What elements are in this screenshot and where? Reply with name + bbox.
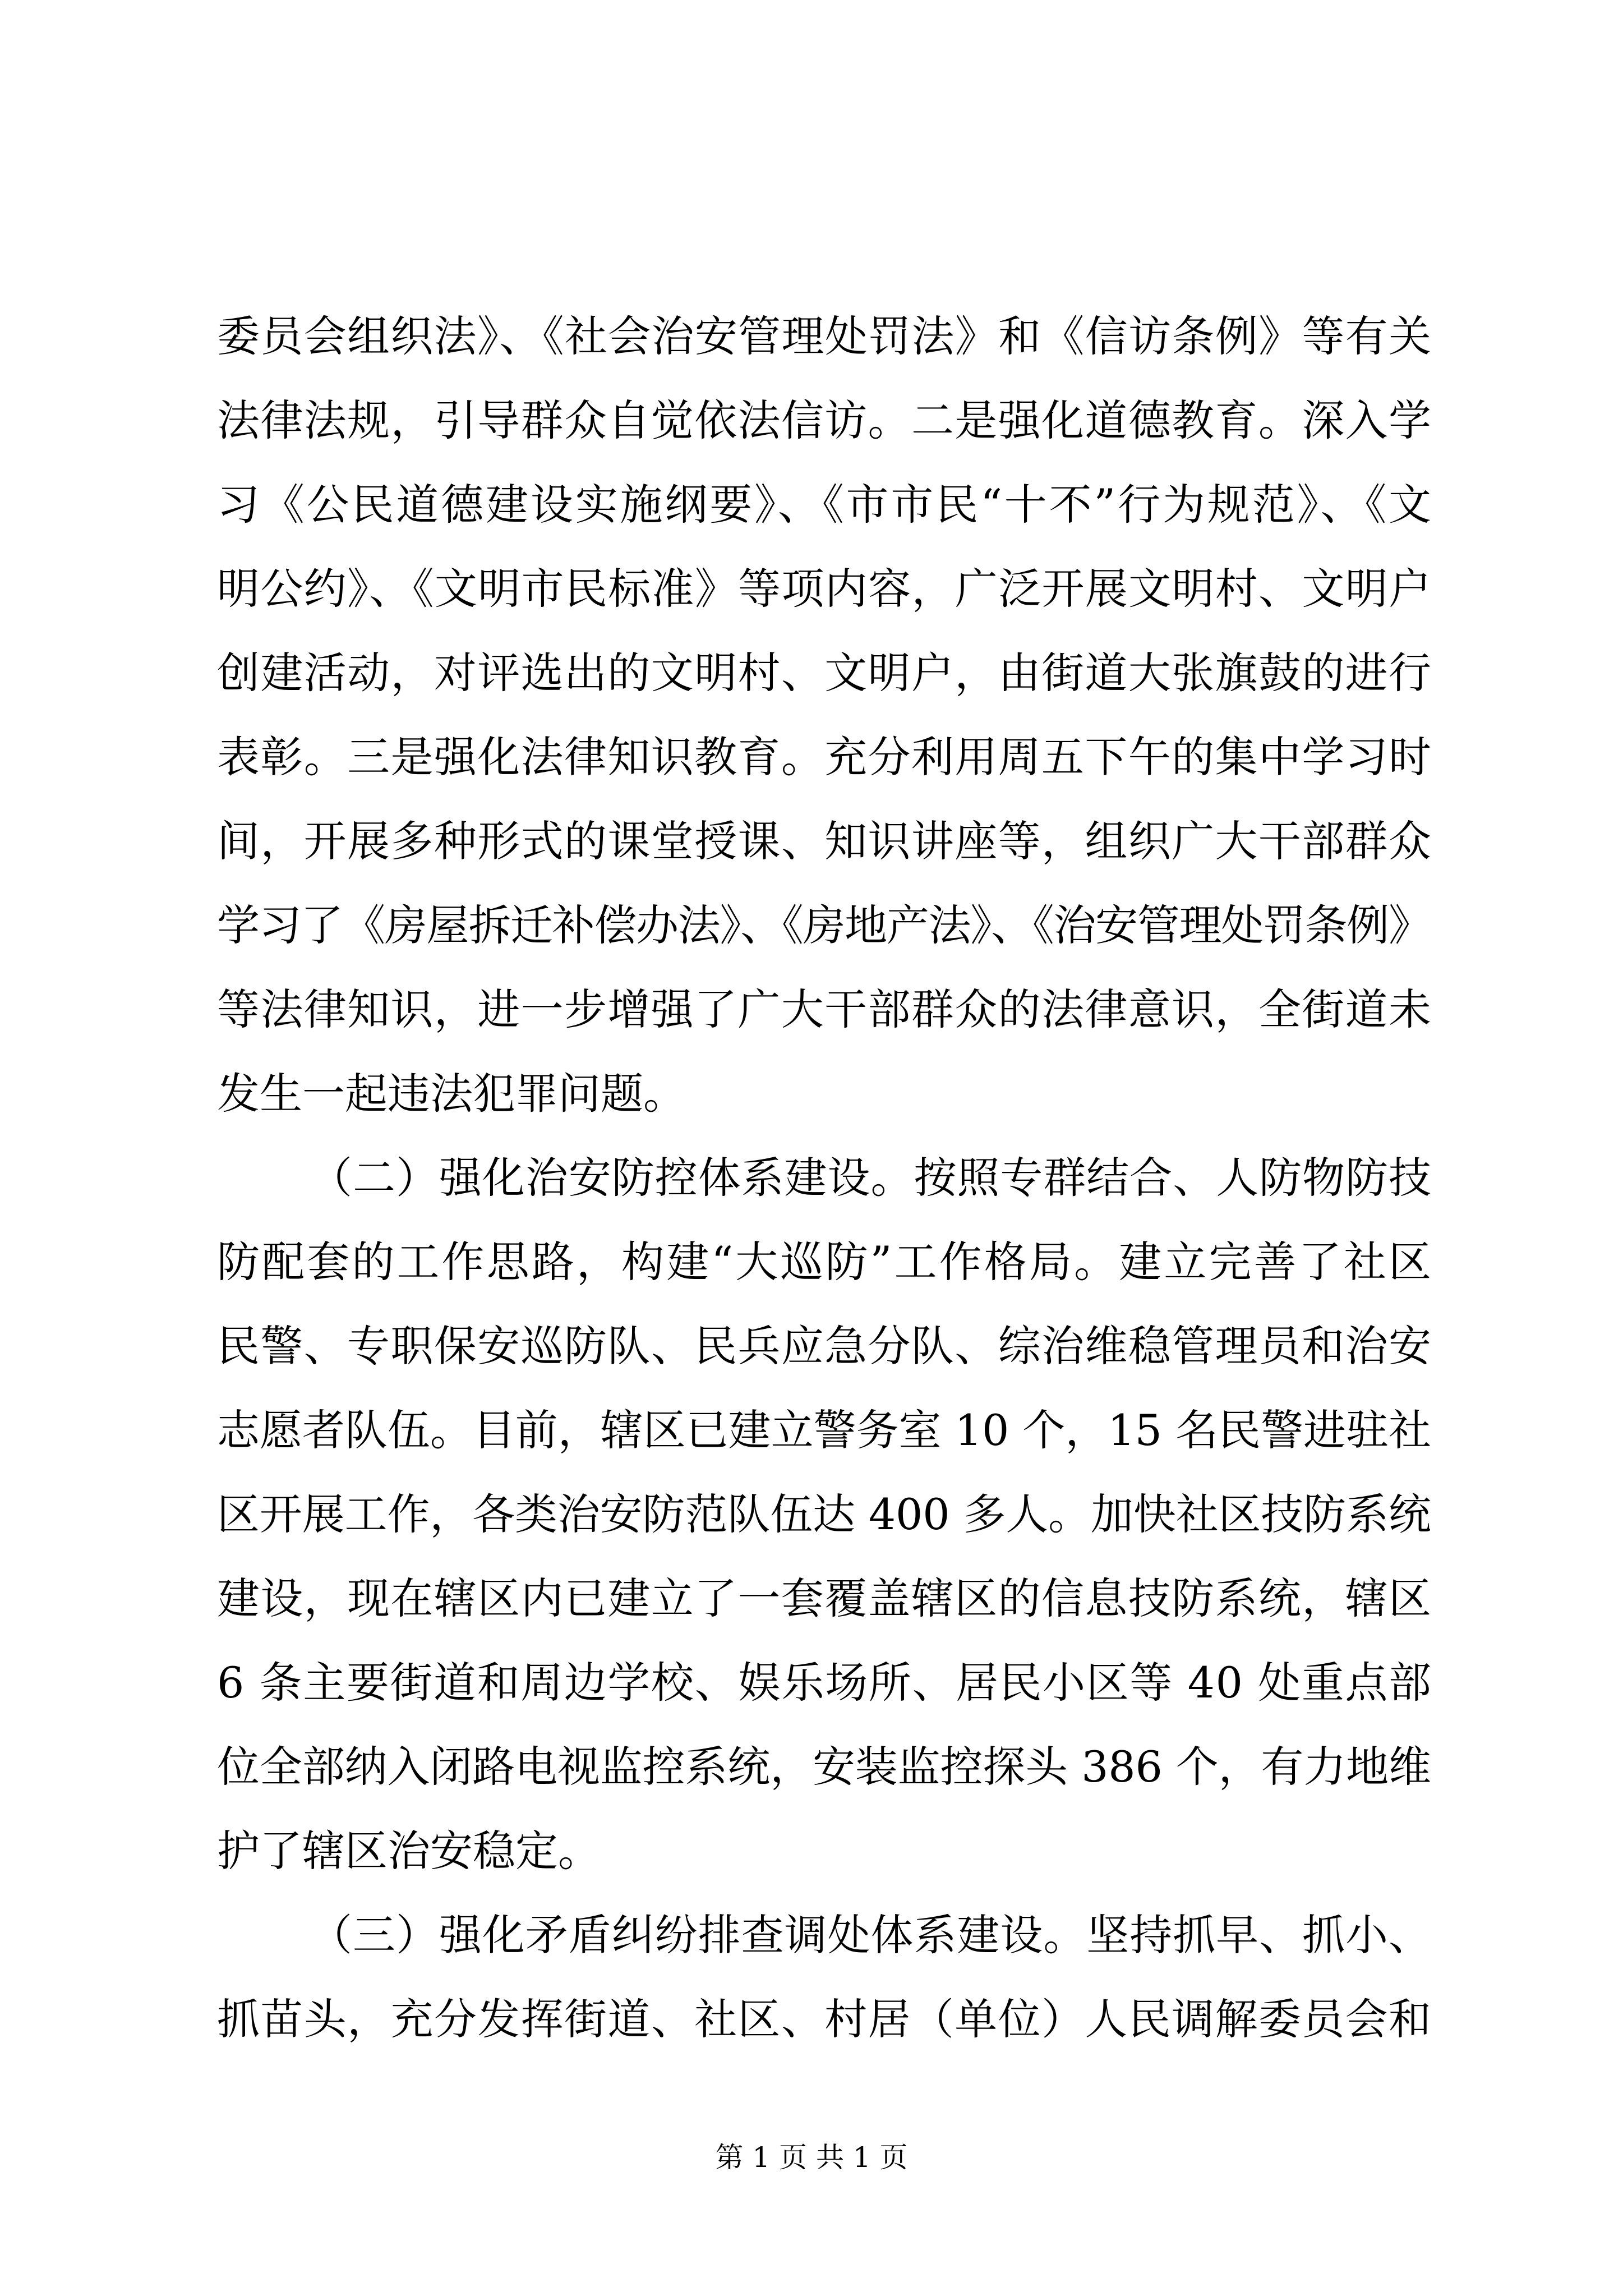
body-text: 委员会组织法》、《社会治安管理处罚法》和《信访条例》等有关 [217, 311, 1432, 361]
paragraph-1-line [217, 295, 1431, 379]
paragraph-2-line [217, 1304, 1431, 1388]
page-number-label: 第 1 页 共 1 页 [715, 2141, 908, 2174]
paragraph-3-line [217, 1977, 1431, 2062]
paragraph-2-line [217, 1725, 1431, 1809]
body-text: 间，开展多种形式的课堂授课、知识讲座等，组织广大干部群众 [217, 816, 1432, 866]
paragraph-2-line [217, 1557, 1431, 1641]
body-text: 发生一起违法犯罪问题。 [217, 1069, 686, 1119]
body-text: 抓苗头，充分发挥街道、社区、村居（单位）人民调解委员会和 [217, 1994, 1432, 2044]
body-text: 位全部纳入闭路电视监控系统，安装监控探头 386 个，有力地维 [217, 1742, 1431, 1792]
body-text: 区开展工作，各类治安防范队伍达 400 多人。加快社区技防系统 [217, 1489, 1431, 1539]
page-footer [0, 2141, 1623, 2174]
paragraph-1-line [217, 884, 1431, 968]
body-text: 表彰。三是强化法律知识教育。充分利用周五下午的集中学习时 [217, 732, 1432, 782]
paragraph-1-line [217, 968, 1431, 1052]
body-text: 建设，现在辖区内已建立了一套覆盖辖区的信息技防系统，辖区 [217, 1573, 1432, 1623]
body-text: 6 条主要街道和周边学校、娱乐场所、居民小区等 40 处重点部 [217, 1658, 1432, 1708]
paragraph-2-line [217, 1220, 1434, 1304]
body-text: 志愿者队伍。目前，辖区已建立警务室 10 个，15 名民警进驻社 [217, 1405, 1431, 1455]
body-text: 创建活动，对评选出的文明村、文明户，由街道大张旗鼓的进行 [217, 648, 1432, 698]
paragraph-1-last-line [217, 1052, 1431, 1136]
body-text: 防配套的工作思路，构建“大巡防”工作格局。建立完善了社区 [217, 1237, 1434, 1287]
paragraph-1-line [217, 631, 1431, 715]
paragraph-2-first-line [217, 1136, 1431, 1220]
paragraph-1-line [217, 715, 1431, 799]
body-text: 学习了《房屋拆迁补偿办法》、《房地产法》、《治安管理处罚条例》 [217, 900, 1431, 950]
paragraph-1-line [217, 799, 1431, 884]
body-text: 护了辖区治安稳定。 [217, 1826, 601, 1876]
paragraph-2-line [217, 1641, 1431, 1725]
body-text: 明公约》、《文明市民标准》等项内容，广泛开展文明村、文明户 [217, 564, 1432, 614]
paragraph-3-first-line [217, 1893, 1431, 1977]
section-heading-text: （二）强化治安防控体系建设。按照专群结合、人防物防技 [310, 1153, 1432, 1203]
paragraph-2-last-line [217, 1809, 1431, 1893]
paragraph-2-line [217, 1473, 1431, 1557]
paragraph-1-line [217, 463, 1431, 547]
paragraph-2-line [217, 1388, 1431, 1473]
document-body [217, 295, 1434, 2062]
paragraph-1-line [217, 379, 1431, 463]
section-heading-text: （三）强化矛盾纠纷排查调处体系建设。坚持抓早、抓小、 [310, 1910, 1432, 1960]
body-text: 法律法规，引导群众自觉依法信访。二是强化道德教育。深入学 [217, 395, 1432, 445]
body-text: 等法律知识，进一步增强了广大干部群众的法律意识，全街道未 [217, 984, 1432, 1034]
body-text: 民警、专职保安巡防队、民兵应急分队、综治维稳管理员和治安 [217, 1321, 1432, 1371]
paragraph-1-line [217, 547, 1431, 631]
body-text: 习《公民道德建设实施纲要》、《市市民“十不”行为规范》、《文 [217, 480, 1433, 530]
